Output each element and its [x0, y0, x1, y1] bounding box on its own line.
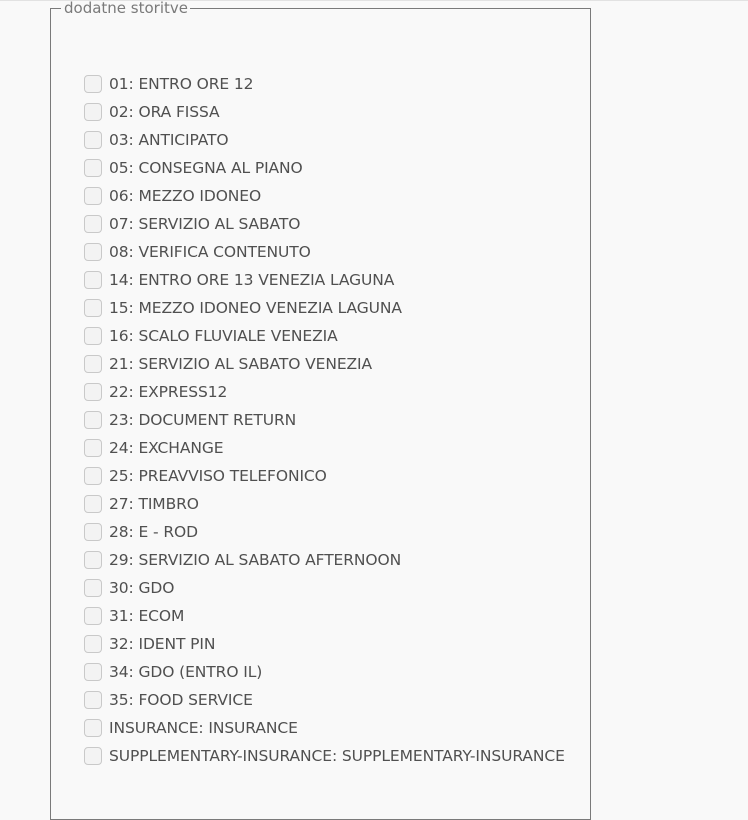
service-option[interactable] — [84, 322, 565, 350]
service-checkbox[interactable] — [84, 187, 102, 205]
service-option[interactable] — [84, 434, 565, 462]
service-checkbox[interactable] — [84, 551, 102, 569]
service-option-label[interactable]: 22: EXPRESS12 — [109, 383, 228, 401]
service-checkbox[interactable] — [84, 747, 102, 765]
service-checkbox[interactable] — [84, 579, 102, 597]
service-option[interactable] — [84, 154, 565, 182]
service-option[interactable] — [84, 70, 565, 98]
service-option-label[interactable]: 06: MEZZO IDONEO — [109, 187, 262, 205]
service-option-label[interactable]: 07: SERVIZIO AL SABATO — [109, 215, 301, 233]
service-checkbox[interactable] — [84, 411, 102, 429]
services-checkbox-list — [84, 70, 565, 770]
service-option[interactable] — [84, 462, 565, 490]
service-option[interactable] — [84, 658, 565, 686]
service-checkbox[interactable] — [84, 719, 102, 737]
service-option-label[interactable]: 16: SCALO FLUVIALE VENEZIA — [109, 327, 338, 345]
service-checkbox[interactable] — [84, 635, 102, 653]
service-option[interactable] — [84, 714, 565, 742]
service-checkbox[interactable] — [84, 243, 102, 261]
service-checkbox[interactable] — [84, 215, 102, 233]
service-option-label[interactable]: SUPPLEMENTARY-INSURANCE: SUPPLEMENTARY-INSURANCE — [109, 747, 565, 765]
service-option[interactable] — [84, 294, 565, 322]
service-option[interactable] — [84, 630, 565, 658]
service-checkbox[interactable] — [84, 159, 102, 177]
service-option[interactable] — [84, 210, 565, 238]
service-checkbox[interactable] — [84, 467, 102, 485]
service-checkbox[interactable] — [84, 691, 102, 709]
service-checkbox[interactable] — [84, 495, 102, 513]
service-option[interactable] — [84, 126, 565, 154]
service-checkbox[interactable] — [84, 607, 102, 625]
service-option[interactable] — [84, 238, 565, 266]
service-checkbox[interactable] — [84, 355, 102, 373]
service-option[interactable] — [84, 182, 565, 210]
service-checkbox[interactable] — [84, 299, 102, 317]
service-option-label[interactable]: 27: TIMBRO — [109, 495, 199, 513]
service-checkbox[interactable] — [84, 271, 102, 289]
service-option-label[interactable]: 25: PREAVVISO TELEFONICO — [109, 467, 327, 485]
service-option-label[interactable]: 02: ORA FISSA — [109, 103, 220, 121]
service-option-label[interactable]: 21: SERVIZIO AL SABATO VENEZIA — [109, 355, 373, 373]
service-option[interactable] — [84, 602, 565, 630]
service-option-label[interactable]: 32: IDENT PIN — [109, 635, 216, 653]
service-option[interactable] — [84, 378, 565, 406]
service-option-label[interactable]: 08: VERIFICA CONTENUTO — [109, 243, 311, 261]
service-checkbox[interactable] — [84, 103, 102, 121]
service-option-label[interactable]: 29: SERVIZIO AL SABATO AFTERNOON — [109, 551, 402, 569]
service-option-label[interactable]: 31: ECOM — [109, 607, 185, 625]
service-option[interactable] — [84, 490, 565, 518]
service-option[interactable] — [84, 98, 565, 126]
service-option[interactable] — [84, 406, 565, 434]
service-option[interactable] — [84, 350, 565, 378]
service-checkbox[interactable] — [84, 75, 102, 93]
service-option-label[interactable]: 05: CONSEGNA AL PIANO — [109, 159, 303, 177]
service-option[interactable] — [84, 546, 565, 574]
service-option-label[interactable]: 01: ENTRO ORE 12 — [109, 75, 254, 93]
service-option-label[interactable]: 28: E - ROD — [109, 523, 198, 541]
service-option-label[interactable]: 14: ENTRO ORE 13 VENEZIA LAGUNA — [109, 271, 395, 289]
fieldset-legend: dodatne storitve — [64, 0, 188, 17]
service-option-label[interactable]: 34: GDO (ENTRO IL) — [109, 663, 263, 681]
service-checkbox[interactable] — [84, 131, 102, 149]
service-option[interactable] — [84, 742, 565, 770]
service-option-label[interactable]: 15: MEZZO IDONEO VENEZIA LAGUNA — [109, 299, 402, 317]
service-option[interactable] — [84, 574, 565, 602]
service-checkbox[interactable] — [84, 383, 102, 401]
service-option-label[interactable]: INSURANCE: INSURANCE — [109, 719, 298, 737]
service-option-label[interactable]: 23: DOCUMENT RETURN — [109, 411, 297, 429]
service-option[interactable] — [84, 266, 565, 294]
service-checkbox[interactable] — [84, 523, 102, 541]
service-option-label[interactable]: 24: EXCHANGE — [109, 439, 224, 457]
service-option-label[interactable]: 35: FOOD SERVICE — [109, 691, 253, 709]
service-checkbox[interactable] — [84, 663, 102, 681]
service-option[interactable] — [84, 518, 565, 546]
service-checkbox[interactable] — [84, 327, 102, 345]
service-option-label[interactable]: 03: ANTICIPATO — [109, 131, 229, 149]
additional-services-fieldset — [50, 0, 591, 820]
service-option[interactable] — [84, 686, 565, 714]
service-option-label[interactable]: 30: GDO — [109, 579, 175, 597]
service-checkbox[interactable] — [84, 439, 102, 457]
